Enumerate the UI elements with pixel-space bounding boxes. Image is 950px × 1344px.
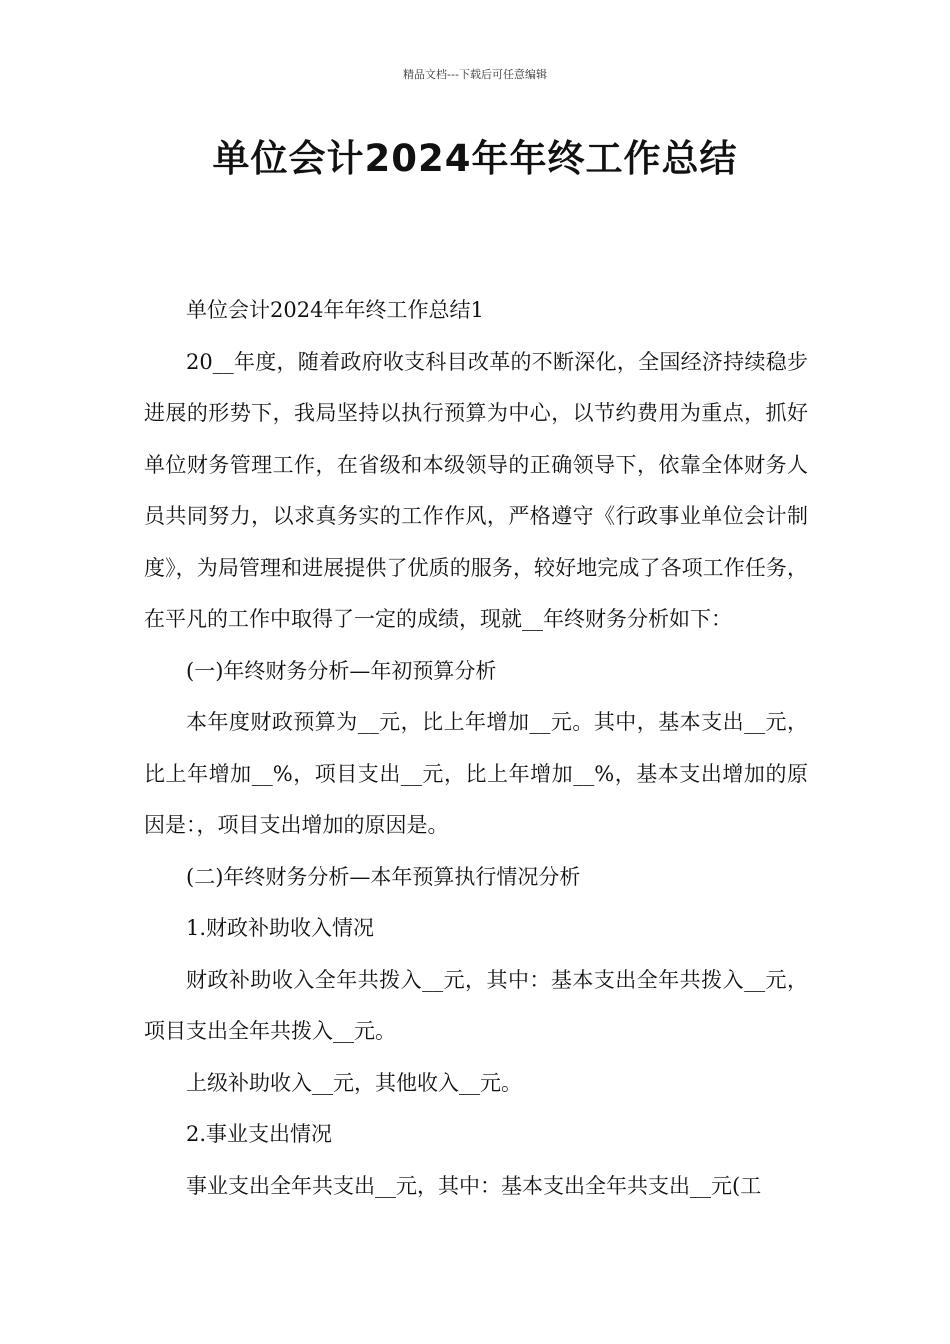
paragraph: 上级补助收入__元，其他收入__元。 — [186, 1070, 522, 1095]
paragraph: 本年度财政预算为__元，比上年增加__元。其中，基本支出__元，比上年增加__%，项目支出__元，比上年增加__%，基本支出增加的原因是：，项目支出增加的原因是。 — [144, 710, 808, 837]
paragraph: 20__年度，随着政府收支科目改革的不断深化，全国经济持续稳步进展的形势下，我局坚持以执行预算为中心，以节约费用为重点，抓好单位财务管理工作，在省级和本级领导的正确领导下，依靠全体财务人员共同努力，以求真务实的工作作风，严格遵守《行政事业单位会计制度》，为局管理和进展提供了优质的服务，较好地完成了各项工作任务，在平凡的工作中取得了一定的成绩，现就__年终财务分析如下： — [144, 349, 808, 631]
document-body — [144, 285, 808, 1212]
list-heading: 2.事业支出情况 — [186, 1122, 333, 1146]
paragraph: 事业支出全年共支出__元，其中：基本支出全年共支出__元(工 — [186, 1173, 762, 1198]
page-header-note: 精品文档---下载后可任意编辑 — [403, 68, 547, 81]
paragraph: 财政补助收入全年共拨入__元，其中：基本支出全年共拨入__元，项目支出全年共拨入__元。 — [144, 967, 808, 1043]
section-heading: 单位会计2024年年终工作总结1 — [186, 298, 484, 322]
list-heading: 1.财政补助收入情况 — [186, 916, 375, 940]
subsection-heading: (一)年终财务分析—年初预算分析 — [186, 658, 497, 683]
subsection-heading: (二)年终财务分析—本年预算执行情况分析 — [186, 864, 581, 889]
document-title: 单位会计2024年年终工作总结 — [212, 137, 738, 180]
